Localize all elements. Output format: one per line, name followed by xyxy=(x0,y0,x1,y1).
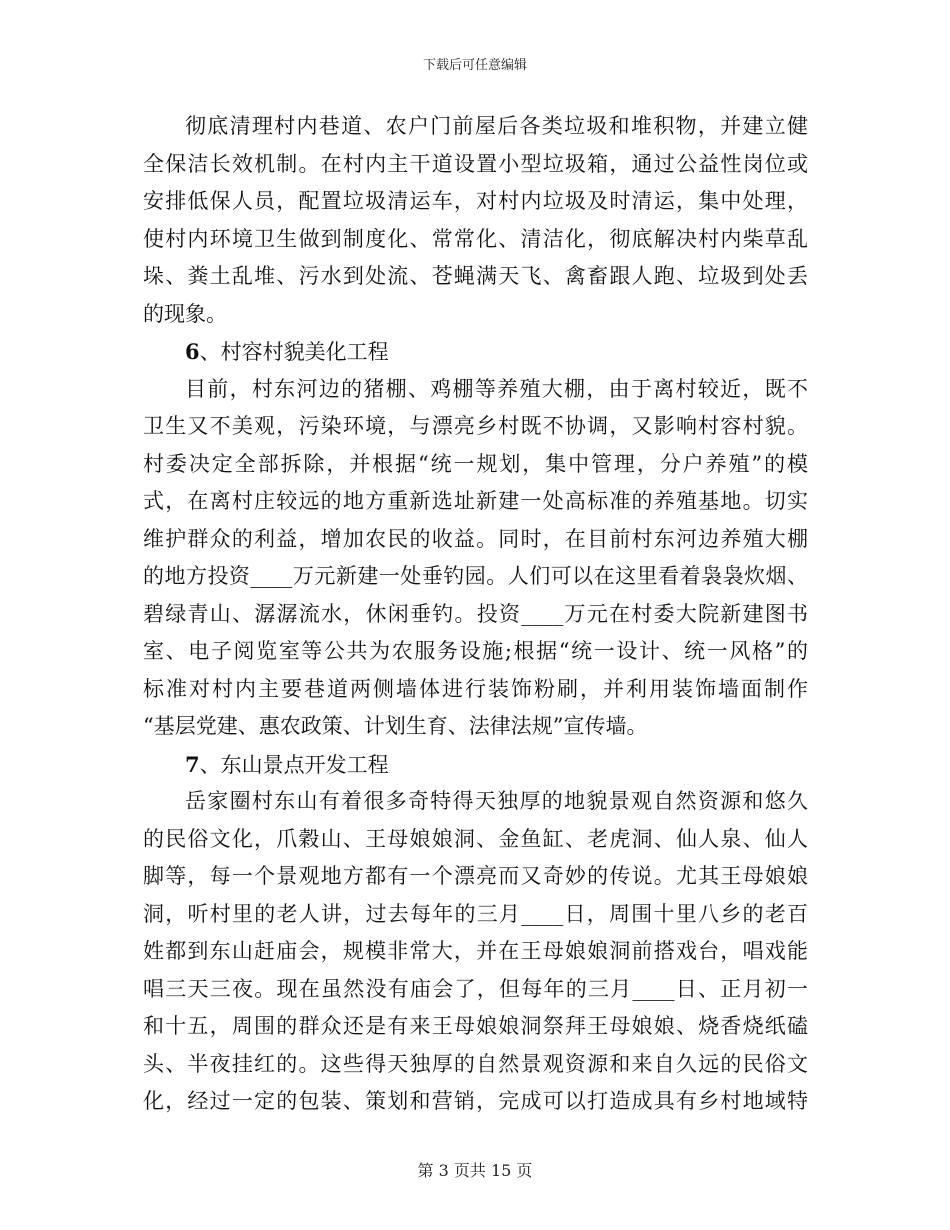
text-line: 化，经过一定的包装、策划和营销，完成可以打造成具有乡村地域特 xyxy=(143,1089,808,1113)
text-line: 卫生又不美观，污染环境，与漂亮乡村既不协调，又影响村容村貌。 xyxy=(143,414,808,438)
text-line: 使村内环境卫生做到制度化、常常化、清洁化，彻底解决村内柴草乱 xyxy=(143,226,808,251)
text-line: 安排低保人员，配置垃圾清运车，对村内垃圾及时清运，集中处理， xyxy=(143,189,808,213)
text-line: 室、电子阅览室等公共为农服务设施;根据“统一设计、统一风格”的 xyxy=(143,639,808,663)
text-line: 姓都到东山赶庙会，规模非常大，并在王母娘娘洞前搭戏台，唱戏能 xyxy=(143,939,808,963)
section-heading xyxy=(143,333,808,371)
text-line: 全保洁长效机制。在村内主干道设置小型垃圾箱，通过公益性岗位或 xyxy=(143,151,808,176)
text-line: “基层党建、惠农政策、计划生育、法律法规”宣传墙。 xyxy=(143,714,648,738)
page-footer: 第 3 页共 15 页 xyxy=(417,1161,533,1180)
text-line: 式，在离村庄较远的地方重新选址新建一处高标准的养殖基地。切实 xyxy=(143,489,808,513)
text-line: 头、半夜挂红的。这些得天独厚的自然景观资源和来自久远的民俗文 xyxy=(143,1051,808,1076)
text-line: 的民俗文化，爪穀山、王母娘娘洞、金鱼缸、老虎洞、仙人泉、仙人 xyxy=(143,826,808,851)
text-line: 标准对村内主要巷道两侧墙体进行装饰粉刷，并利用装饰墙面制作 xyxy=(143,676,808,701)
section-heading xyxy=(143,746,808,784)
text-line: 唱三天三夜。现在虽然没有庙会了，但每年的三月____日、正月初一 xyxy=(143,976,808,1001)
text-line: 的地方投资____万元新建一处垂钓园。人们可以在这里看着袅袅炊烟、 xyxy=(143,564,808,588)
text-line: 脚等，每一个景观地方都有一个漂亮而又奇妙的传说。尤其王母娘娘 xyxy=(143,864,808,888)
text-line: 垛、粪土乱堆、污水到处流、苍蝇满天飞、禽畜跟人跑、垃圾到处丢 xyxy=(143,264,808,288)
text-line: 洞，听村里的老人讲，过去每年的三月____日，周围十里八乡的老百 xyxy=(143,901,808,926)
section-title: 、村容村貌美化工程 xyxy=(199,340,389,364)
text-line: 维护群众的利益，增加农民的收益。同时，在目前村东河边养殖大棚 xyxy=(143,526,808,551)
text-line: 和十五，周围的群众还是有来王母娘娘洞祭拜王母娘娘、烧香烧纸磕 xyxy=(143,1014,808,1038)
text-line: 目前，村东河边的猪棚、鸡棚等养殖大棚，由于离村较近，既不 xyxy=(185,376,808,401)
text-line: 的现象。 xyxy=(143,301,227,326)
text-line: 村委决定全部拆除，并根据“统一规划，集中管理，分户养殖”的模 xyxy=(143,451,808,476)
text-line: 碧绿青山、潺潺流水，休闲垂钓。投资____万元在村委大院新建图书 xyxy=(143,601,808,626)
section-number: 6 xyxy=(185,339,200,364)
document-body xyxy=(143,108,808,1121)
section-number: 7 xyxy=(185,751,200,777)
section-title: 、东山景点开发工程 xyxy=(199,752,389,777)
text-line: 岳家圈村东山有着很多奇特得天独厚的地貌景观自然资源和悠久 xyxy=(185,789,808,813)
text-line: 彻底清理村内巷道、农户门前屋后各类垃圾和堆积物，并建立健 xyxy=(185,114,808,138)
page-header: 下载后可任意编辑 xyxy=(422,58,527,73)
